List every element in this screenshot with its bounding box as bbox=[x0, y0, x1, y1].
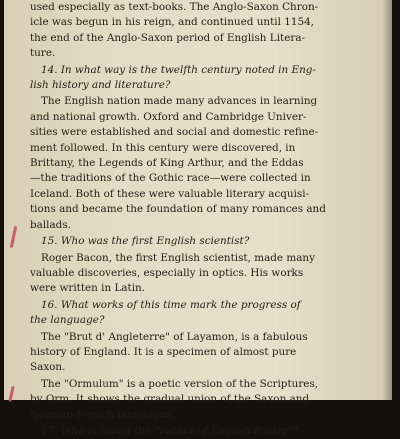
question-heading bbox=[30, 234, 372, 249]
text-line: —the traditions of the Gothic race—were collected in bbox=[30, 172, 311, 185]
question-heading bbox=[30, 298, 372, 329]
book-page bbox=[4, 0, 392, 437]
text-line: 17. Who is called the "Father of English Poetry"? bbox=[41, 424, 299, 437]
paragraph bbox=[30, 0, 372, 62]
text-line: The "Brut d' Angleterre" of Layamon, is a fabulous bbox=[41, 330, 308, 343]
text-line: ture. bbox=[30, 47, 56, 60]
text-line: Saxon. bbox=[30, 361, 66, 374]
text-line: sities were established and social and domestic refine- bbox=[30, 126, 319, 139]
text-line: were written in Latin. bbox=[30, 282, 146, 295]
text-line: icle was begun in his reign, and continued until 1154, bbox=[30, 16, 314, 29]
paragraph bbox=[30, 94, 372, 233]
text-line: used especially as text-books. The Anglo-Saxon Chron- bbox=[30, 1, 319, 13]
text-line: The English nation made many advances in learning bbox=[41, 95, 318, 108]
page-text bbox=[30, 0, 372, 439]
text-line: Norman-French languages. bbox=[30, 408, 175, 421]
text-line: Brittany, the Legends of King Arthur, and the Eddas bbox=[30, 157, 304, 170]
text-line: The "Ormulum" is a poetic version of the Scriptures, bbox=[41, 377, 319, 390]
text-line: Roger Bacon, the first English scientist, made many bbox=[41, 251, 315, 264]
text-line: the language? bbox=[30, 314, 105, 327]
paragraph bbox=[30, 330, 372, 376]
text-line: tions and became the foundation of many romances and bbox=[30, 203, 326, 216]
text-line: and national growth. Oxford and Cambridge Univer- bbox=[30, 110, 307, 123]
paragraph bbox=[30, 377, 372, 423]
text-line: valuable discoveries, especially in optics. His works bbox=[30, 266, 304, 279]
text-line: Iceland. Both of these were valuable literary acquisi- bbox=[30, 187, 310, 200]
text-line: history of England. It is a specimen of almost pure bbox=[30, 345, 297, 358]
question-heading bbox=[30, 63, 372, 94]
text-line: lish history and literature? bbox=[30, 79, 171, 92]
paragraph bbox=[30, 251, 372, 297]
text-line: ment followed. In this century were discovered, in bbox=[30, 141, 296, 154]
text-line: 14. In what way is the twelfth century noted in Eng- bbox=[41, 63, 316, 76]
text-line: 15. Who was the first English scientist? bbox=[41, 235, 250, 248]
text-line: by Orm. It shows the gradual union of the Saxon and bbox=[30, 393, 310, 406]
text-line: the end of the Anglo-Saxon period of English Litera- bbox=[30, 31, 306, 44]
question-heading bbox=[30, 424, 372, 439]
pen-mark-q17 bbox=[8, 386, 14, 402]
text-line: ballads. bbox=[30, 218, 71, 231]
pen-mark-q15 bbox=[10, 226, 18, 248]
text-line: 16. What works of this time mark the progress of bbox=[41, 298, 301, 311]
